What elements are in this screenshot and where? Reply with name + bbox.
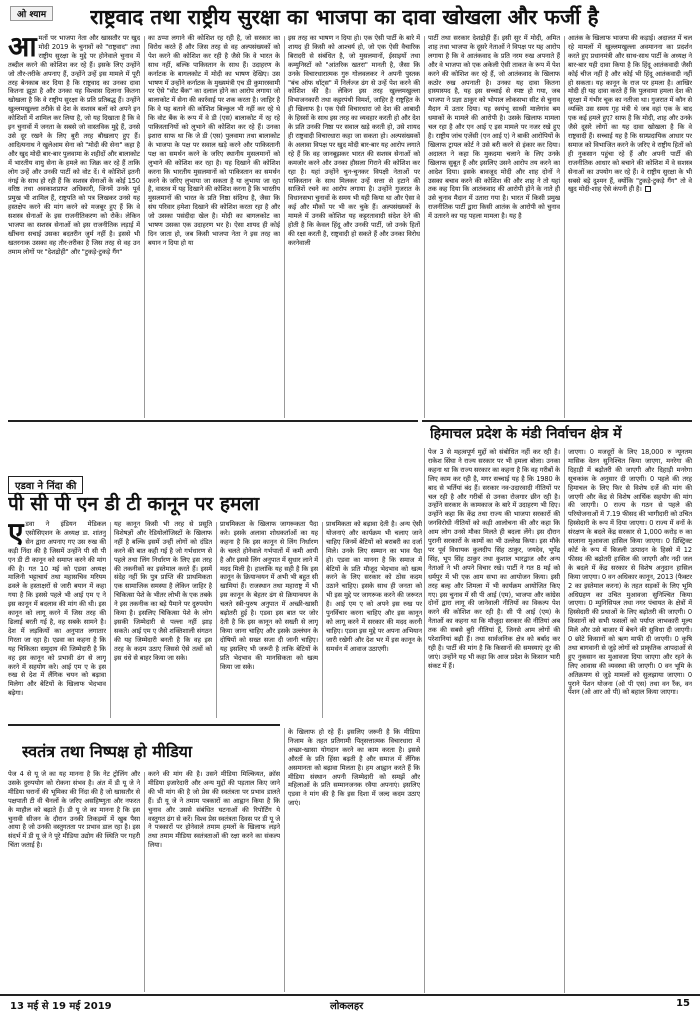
end-mark-icon [645,186,651,192]
article1-col3: इस तरह का भाषण न दिया हो। एक ऐसी पार्टी के बारे में शायद ही किसी को आश्चर्य हो, जो एक ऐसी वैचारिक बिरादरी से संबंधित है, जो मुसलमानों, ईसाइयों तथा कम्युनिस्टों को "आंतरिक खतरा" मानती है, जैसा कि उनके विचारधारात्मक गुरु गोलवलकर ने अपनी पुस्तक "बंच ऑफ थॉट्स" में निर्लज्ज ढंग से उन्हें पेश करने की कोशिश की है। लेकिन इस तरह खुल्लमखुल्ला विभाजनकारी तथा कट्टरपंथी विमर्श, जाहिर है राष्ट्रहित के ही खिलाफ है। एक ऐसी विचारधारा जो देश की आबादी के हिस्सों के साथ इस तरह का व्यवहार करती हो और देश के प्रति उनकी निष्ठा पर सवाल खड़े करती हो, उसे शायद ही राष्ट्रवादी विचारधारा कहा जा सकता हो। अल्पसंख्यकों के अलावा विपक्ष पर खुद मोदी बार-बार यह आरोप लगाते रहे हैं कि वह जानबूझकर भारत की सशस्त्र सेनाओं को कमजोर करने और उनका हौसला गिराने की कोशिश कर रहा है। यहां उन्होंने चुन-चुनकर विपक्षी नेताओं पर पाकिस्तान के साथ मिलकर उन्हें सत्ता से हटाने की साजिशें रचने का आरोप लगाया है। उन्होंने गुजरात के विधानसभा चुनावों के समय भी यही किया था और ऐसा वे कई और मौकों पर भी कर चुके हैं। अल्पसंख्यकों के मामले में उनकी कोशिश यह कट्टरतावादी संदेश देने की होती है कि केवल हिंदू और उनकी पार्टी, जो उनके हितों की रक्षा करती है, राष्ट्रवादी हो सकते हैं और उनका विरोध करनेवाली [288,34,420,247]
column-rule [284,36,285,418]
column-rule [564,36,565,418]
article2-col1: पेज 3 से महत्वपूर्ण मुद्दों को संबोधित नहीं कर रही है। राकेश सिंघा ने राज्य सरकार पर भी हमला बोला। उनका कहना था कि राज्य सरकार का कहना है कि वह गरीबों के लिए काम कर रही है, मगर सच्चाई यह है कि 1980 के बाद से भर्तियां बंद हैं। सरकार नव-उदारवादी नीतियों पर चल रही है और गरीबों से उनका रोजगार छीन रही है। उन्होंने सरकार के कामकाज के बारे में उदाहरण भी दिए। उन्होंने कहा कि केंद्र तथा राज्य की भाजपा सरकारों की जनविरोधी नीतियों को कड़ी आलोचना की और कहा कि आम लोग उनसे मौका मिलते ही बदला लेंगे। इस दौरान पुरानी सरकारों के कामों का भी उल्लेख किया। इस मौके पर पूर्व विधायक कुलदीप सिंह ठाकुर, जयदेव, भूपेंद्र सिंह, भूप सिंह ठाकुर तथा कुशाल भारद्वाज और अन्य नेताओं ने भी अपने विचार रखे। पार्टी ने गत 8 मई को धर्मपुर में भी एक आम सभा का आयोजन किया। इसी तरह बल्ह और शिमला में भी कार्यक्रम आयोजित किए गए। इस चुनाव में सी पी आई (एम), भाजपा और कांग्रेस दोनों द्वारा लागू की जानेवाली नीतियों का विकल्प पेश करने की कोशिश कर रही है। सी पी आई (एम) के नेताओं का कहना था कि मौजूदा सरकार की नीतियां अब तक की सबसे बुरी नीतियां हैं, जिनसे आम लोगों की परेशानियां बढ़ी हैं। तथा सार्वजनिक क्षेत्र को बर्बाद कर रही है। पार्टी की मांग है कि किसानों की समस्याएं दूर की जाएं। उन्होंने यह भी कहा कि आज प्रदेश के किसान भारी संकट में हैं। [428,448,560,670]
footer-page-number: 15 [676,998,690,1009]
section-rule [8,724,280,726]
footer-publication: लोकलहर [330,1001,364,1012]
column-rule [216,522,217,718]
column-rule [144,36,145,418]
headline-pcpndt: पी सी पी एन डी टी कानून पर हमला [8,493,260,515]
article1-col5: आतंक के खिलाफ भाजपा की कड़ाई। अदालत में चल रहे मामलों में खुल्लमखुल्ला अवमानना का प्रदर्शन करते हुए प्रधानमंत्री और साथ-साथ पार्टी के अध्यक्ष ने बार-बार यही दावा किया है कि हिंदू आतंकवादी जैसी कोई चीज नहीं है और कोई भी हिंदू आतंकवादी नहीं हो सकता। यह कानून के राज पर हमला है। आखिर मोदी ही यह दावा करते हैं कि पुलवामा हमला देश की सुरक्षा में गंभीर चूक का नतीजा था। गुजरात में कौन से व्यक्ति उस समय गृह मंत्री थे जब वहां एक के बाद एक कई हमले हुए? साफ है कि मोदी, शाह और उनके जैसे दूसरे लोगों का यह दावा खोखला है कि वे राष्ट्रवादी हैं। सच्चाई यह है कि साम्प्रदायिक आधार पर समाज को विभाजित करने के जरिए वे राष्ट्रीय हितों को ही नुकसान पहुंचा रहे हैं और अपनी पार्टी की राजनीतिक आधार को बचाने की कोशिश में वे सशस्त्र सेनाओं का उपयोग कर रहे हैं। वे राष्ट्रीय सुरक्षा के भी सबसे बड़े दुश्मन हैं, क्योंकि "टुकड़े-टुकड़े गैंग" तो वे खुद मोदी-शाह ऐसे कंपनी ही है। [568,34,692,194]
headline-himachal: हिमाचल प्रदेश के मंडी निर्वाचन क्षेत्र में [430,426,622,442]
article2-col2: जाएगा। 0 मजदूरों के लिए 18,000 रु न्यूनतम मासिक वेतन सुनिश्चित किया जाएगा, मनरेगा की दिहाड़ी में बढ़ोतरी की जाएगी और दिहाड़ी मनरेगा सूचकांक के अनुसार दी जाएगी। 0 पहले की तरह हिमाचल के लिए फिर से विशेष दर्जे की मांग की जाएगी और केंद्र से विशेष आर्थिक सहयोग की मांग की जाएगी। 0 राज्य के गठन से पहले की परियोजनाओं में 7.19 फीसद की भागीदारी को उचित हिस्सेदारी के रूप में दिया जाएगा। 0 राज्य में वनों के संरक्षण के बदले केंद्र सरकार से 1,000 करोड़ रु का सालाना मुआवजा हासिल किया जाएगा। 0 डिस्ट्रिक्ट कोर्ट के रूप में बिजली उत्पादन के हिस्से में 12 फीसद की बढ़ोतरी हासिल की जाएगी और नदी जल के बदले में केंद्र सरकार से विशेष अनुदान हासिल किया जाएगा। 0 वन अधिकार कानून, 2013 (फैक्टर 2 का इस्तेमाल करना) के तहत सड़कों के लिए भूमि अधिग्रहण का उचित मुआवजा सुनिश्चित किया जाएगा। 0 म्युनिसिपल तथा नगर पंचायत के क्षेत्रों में हिस्सेदारी की प्रथाओं के लिए बढ़ोतरी की जाएगी। 0 किसानों को सभी फसलों को पर्याप्त लाभकारी मूल्य मिले और उसे बाजार में बेचने की सुविधा दी जाएगी। 0 छोटे किसानों को ऋण माफी दी जाएगी। 0 कृषि तथा बागवानी से जुड़े लोगों को प्राकृतिक आपदाओं से हुए नुकसान का मुआवजा दिया जाएगा और रहने के लिए आवास की व्यवस्था की जाएगी। 0 वन भूमि के अतिक्रमण से जुड़े मामलों को सुलझाया जाएगा। 0 पुराने पेंशन योजना (ओ पी एस) तथा वन रैंक, वन पेंशन (ओ आर ओ पी) को बहाल किया जाएगा। [568,448,692,697]
kicker-adwa: एडवा ने निंदा की [8,476,83,494]
headline-rashtravad: राष्ट्रवाद तथा राष्ट्रीय सुरक्षा का भाजपा का दावा खोखला और फर्जी है [90,5,599,29]
article4-col3: के खिलाफ हो रहे हैं। इसलिए जरूरी है कि मीडिया निजाम के तहत प्रतिगामी पितृसत्तात्मक विचारधारा में अच्छा-खासा योगदान करने का काम करता है। इससे औरतों के प्रति हिंसा बढ़ती है और समाज में लैंगिक असमानता को बढ़ावा मिलता है। हम आह्वान करते हैं कि मीडिया संस्थान अपनी जिम्मेदारी को समझें और महिलाओं के प्रति सम्मानजनक रवैया अपनाएं। इसलिए एडवा ने मांग की है कि इस दिशा में जल्द कदम उठाए जाएं। [288,728,420,808]
page-footer [0,994,700,1012]
column-rule [144,772,145,992]
column-rule [424,448,425,993]
section-rule [422,420,692,422]
drop-cap: आ [8,34,37,63]
article4-col2: करने की मांग की है। उसने मीडिया मिल्कियत, क्रॉस मीडिया इजारेदारी और अन्य मुद्दों की पड़ताल किए जाने की भी मांग की है जो प्रेस की स्वतंत्रता पर प्रभाव डालते हैं। डी यू जे ने तमाम पत्रकारों का आह्वान किया है कि चुनाव और उससे संबंधित घटनाओं की रिपोर्टिंग ये वस्तुगत ढंग से करें। विश्व प्रेस स्वतंत्रता दिवस पर डी यू जे ने पत्रकारों पर होनेवाले तमाम हमलों के खिलाफ लड़ने तथा तमाम मीडिया स्वतंत्रताओं की रक्षा करने का संकल्प लिया। [148,770,280,850]
column-rule [564,448,565,993]
article3-col1: एडवा ने इंडियन मेडिकल एसोसिएशन के अध्यक्ष डा. शांतनु सेन द्वारा अपनाए गए उस रुख की कड़ी निंदा की है जिसमें उन्होंने पी सी पी एन डी टी कानून को समाप्त करने की मांग की है। गत 10 मई को एडवा अध्यक्ष मालिनी भट्टाचार्य तथा महासचिव मरियम ढवले के हस्ताक्षरों से जारी बयान में कहा गया है कि इससे पहले भी आई एम ए ने इस कानून में बदलाव की मांग की थी। इस कानून को लागू करने में जिस तरह की ढिलाई बरती गई है, वह सबके सामने है। देश में लड़कियों का अनुपात लगातार गिरता जा रहा है। एडवा का कहना है कि यह चिकित्सा समुदाय की जिम्मेदारी है कि वह इस कानून को प्रभावी ढंग से लागू करने में सहयोग करे। आई एम ए के इस रुख से देश में लैंगिक चयन को बढ़ावा मिलेगा और बेटियों के खिलाफ भेदभाव बढ़ेगा। [8,520,106,698]
section-rule [8,420,418,422]
article1-col4: पार्टी तथा सरकार देशद्रोही हैं। इसी सुर में मोदी, अमित शाह तथा भाजपा के दूसरे नेताओं ने विपक्ष पर यह आरोप लगाया है कि वे आतंकवाद के प्रति नरम रुख अपनाते हैं और वे भाजपा को एक अकेली ऐसी ताकत के रूप में पेश करने की कोशिश कर रहे हैं, जो आतंकवाद के खिलाफ कठोर रुख अपनाती है। उनका यह दावा कितना हास्यास्पद है, यह इस सच्चाई से स्पष्ट हो गया, जब भाजपा ने प्रज्ञा ठाकुर को भोपाल लोकसभा सीट से चुनाव मैदान में उतार दिया। यह स्वयंभू साध्वी मालेगांव बम धमाकों के मामले की आरोपी है। उसके खिलाफ मामला चल रहा है और एन आई ए इस मामले पर नजर रखे हुए है। राष्ट्रीय जांच एजेंसी (एन आई ए) ने बाकी आरोपियों के खिलाफ ट्रायल कोर्ट ने उसे बरी करने से इंकार कर दिया। अदालत ने कहा कि मुकदमा चलाने के लिए उनके खिलाफ सुबूत हैं और इसलिए उसने आरोप तय करने का आदेश दिया। इसके बावजूद मोदी और शाह दोनों ने उसका बचाव करने की कोशिश की और शाह ने तो यहां तक कह दिया कि आतंकवाद की आरोपी होने के नाते ही उसे चुनाव मैदान में उतारा गया है। भारत में किसी प्रमुख राजनीतिक पार्टी द्वारा किसी आतंक के आरोपी को चुनाव में उतारने का यह पहला मामला है। यह है [428,34,560,221]
column-rule [284,728,285,992]
article1-col1: आमतों पर भाजपा नेता और खासतौर पर खुद मोदी 2019 के चुनावों को "राष्ट्रवाद" तथा राष्ट्रीय सुरक्षा के मुद्दे पर होनेवाले चुनाव में तब्दील करने की कोशिश कर रहे हैं। इसके लिए उन्होंने जो तौर-तरीके अपनाए हैं, उन्होंने उन्हें इस मामले में पूरी तरह बेनकाब कर दिया है कि राष्ट्रवाद का उनका दावा कितना झूठा है और उनका यह विश्वास दिलाना कितना खोखला है कि वे राष्ट्रीय सुरक्षा के प्रति प्रतिबद्ध हैं। उन्होंने खुल्लमखुल्ला तरीके से देश के सशस्त्र बलों को अपने इन कोशिशों में शामिल कर लिया है, जो यह दिखाता है कि वे इन चुनावों में जनता के सबसे जो वास्तविक मुद्दे हैं, उनसे उसे दूर रखने के लिए बुरी तरह बौखलाए हुए हैं। आदित्यनाथ ने खुलेआम सेना को "मोदी की सेना" कहा है और खुद मोदी बार-बार पुलवामा के शहीदों और बालाकोट में भारतीय वायु सेना के हमले का जिक्र कर रहे हैं ताकि लोग उन्हें और उनकी पार्टी को वोट दें। ये कोशिशें इतनी नंगई के साथ हो रही हैं कि सशस्त्र सेनाओं के कोई 150 वरिष्ठ तथा अवकाशप्राप्त अधिकारी, जिनमें उनके पूर्व प्रमुख भी शामिल हैं, राष्ट्रपति को पत्र लिखकर उनसे यह हस्तक्षेप करने की मांग करने को मजबूर हुए हैं कि वे सशस्त्र सेनाओं के इस राजनीतिकरण को रोकें। लेकिन भाजपा का सशस्त्र सेनाओं को इस राजनीतिक लड़ाई में खींचना सचाई उसका बदतरीन जुर्म नहीं है। इससे भी खतरनाक उसका वह तौर-तरीका है जिस तरह से वह उन तमाम लोगों पर "देशद्रोही" और "टुकड़े-टुकड़े गैंग" [8,34,140,256]
article4-col1: पेज 4 से यू जे का यह मानना है कि नेट ट्रोलिंग और उसके दुरुपयोग को रोकना संभव है। अंत में डी यू जे ने मीडिया घरानों की भूमिका की निंदा की है जो खासतौर से पक्षपाती टी वी चैनलों के जरिए असहिष्णुता और नफरत के माहौल को बढ़ाते हैं। डी यू जे का मानना है कि इस चुनावी सीजन के दौरान उनकी तिकड़मों में खुब पैसा आया है जो उनकी वस्तुगतता पर प्रभाव डाल रहा है। इस संदर्भ में डी यू जे ने पूरे मीडिया उद्योग की स्थिति पर गहरी चिंता जताई है। [8,770,140,850]
column-rule [110,522,111,718]
article3-col4: प्राथमिकता को बढ़ावा देती है। अन्य ऐसी योजनाएं और कार्यक्रम भी चलाए जाने चाहिए जिनमें बेटियों को बराबरी का दर्जा मिले। उनके लिए सम्मान का भाव पैदा हो। एडवा का मानना है कि समाज में बेटियों के प्रति मौजूद भेदभाव को खत्म करने के लिए सरकार को ठोस कदम उठाने चाहिए। इसके साथ ही जनता को भी इस मुद्दे पर जागरूक करने की जरूरत है। आई एम ए को अपने इस रुख पर पुनर्विचार करना चाहिए और इस कानून को लागू करने में सरकार की मदद करनी चाहिए। एडवा इस मुद्दे पर अपना अभियान जारी रखेगी और देश भर में इस कानून के समर्थन में आवाज उठाएगी। [326,520,422,653]
column-rule [322,522,323,718]
article1-col2: का ठप्पा लगाने की कोशिश रह रही है, जो सरकार का विरोध करते हैं और जिस तरह से वह अल्पसंख्यकों को पेश करने की कोशिश कर रही है जैसे कि वे भारत के साथ नहीं, बल्कि पाकिस्तान के साथ हैं। उदाहरण के कर्नाटक के बागलकोट में मोदी का भाषण देखिए। उस भाषण में उन्होंने कर्नाटक के मुख्यमंत्री एच डी कुमारस्वामी पर ऐसे "वोट बैंक" का दलाल होने का आरोप लगाया जो बालाकोट में सेना की कार्रवाई पर शक करता है। जाहिर है कि वे यह बताने की कोशिश बिल्कुल भी नहीं कर रहे थे कि वोट बैंक के रूप में वे डी (एस) बालाकोट में रह रहे पाकिस्तानियों को लुभाने की कोशिश कर रहे हैं। उनका इशारा साफ था कि जे डी (एस) पुलवामा तथा बालाकोट के भाजपा के पक्ष पर सवाल खड़े करने और पाकिस्तानी पक्ष का समर्थन करने के जरिए स्थानीय मुसलमानों को लुभाने की कोशिश कर रहा है। यह दिखाने की कोशिश करना कि भारतीय मुसलमानों को पाकिस्तान का समर्थन करने के जरिए लुभाया जा सकता है या लुभाया जा रहा है, वास्तव में यह दिखाने की कोशिश करना है कि भारतीय मुसलमानों की भारत के प्रति निष्ठा संदिग्ध है, जैसा कि संघ परिवार हमेशा दिखाने की कोशिश करता रहा है और जो उसका पसंदीदा खेल है। मोदी का बागलकोट का भाषण उसका एक उदाहरण भर है। ऐसा शायद ही कोई दिन जाता हो, जब किसी भाजपा नेता ने इस तरह का बयान न दिया हो या [148,34,280,247]
article3-col3: प्राथमिकता के खिलाफ जागरूकता पैदा करे। इसके अलावा शोधकर्ताओं का यह कहना है कि इस कानून से लिंग निर्धारण के चलते होनेवाले गर्भपातों में कमी आयी है और इससे लिंग अनुपात में सुधार लाने में मदद मिली है। हालांकि यह सही है कि इस कानून के क्रियान्वयन में अभी भी बहुत सी खामियां हैं। राजस्थान तथा महाराष्ट्र में भी इस कानून के बेहतर ढंग से क्रियान्वयन के चलते स्त्री-पुरुष अनुपात में अच्छी-खासी बढ़ोतरी हुई है। एडवा इस बात पर जोर देती है कि इस कानून को सख्ती से लागू किया जाना चाहिए और इसके उल्लंघन के दोषियों को सख्त सजा दी जानी चाहिए। यह इसलिए भी जरूरी है ताकि बेटियों के प्रति भेदभाव की मानसिकता को खत्म किया जा सके। [220,520,318,671]
headline-media: स्वतंत्र तथा निष्पक्ष हो मीडिया [22,742,193,761]
drop-cap: ए [8,520,24,549]
column-rule [424,36,425,418]
article3-col2: यह कानून किसी भी तरह से प्रसूति विशेषज्ञों और रेडियोलॉजिस्टों के खिलाफ नहीं है बल्कि इसमें उन्हीं लोगों को दंडित करने की बात कही गई है जो गर्भधारण से पहले तथा लिंग निर्धारण के लिए इस तरह की तकनीकों का इस्तेमाल करते हैं। इसमें संदेह नहीं कि पुत्र प्राप्ति की प्राथमिकता एक सामाजिक समस्या है लेकिन जाहिर है चिकित्सा पेशे के भीतर लोभी के एक तबके ने इस तकनीक का बड़े पैमाने पर दुरुपयोग किया है। इसलिए चिकित्सा पेशे के लोग इसकी जिम्मेदारी से पल्ला नहीं झाड़ सकते। आई एम ए जैसे शक्तिशाली संगठन की यह जिम्मेदारी बनती है कि वह इस तरह के कदम उठाए जिससे ऐसे तत्वों को इस धंधे से बाहर किया जा सके। [114,520,212,662]
footer-date: 13 मई से 19 मई 2019 [10,1001,112,1012]
author-byline: ओ श्याम [10,6,53,21]
